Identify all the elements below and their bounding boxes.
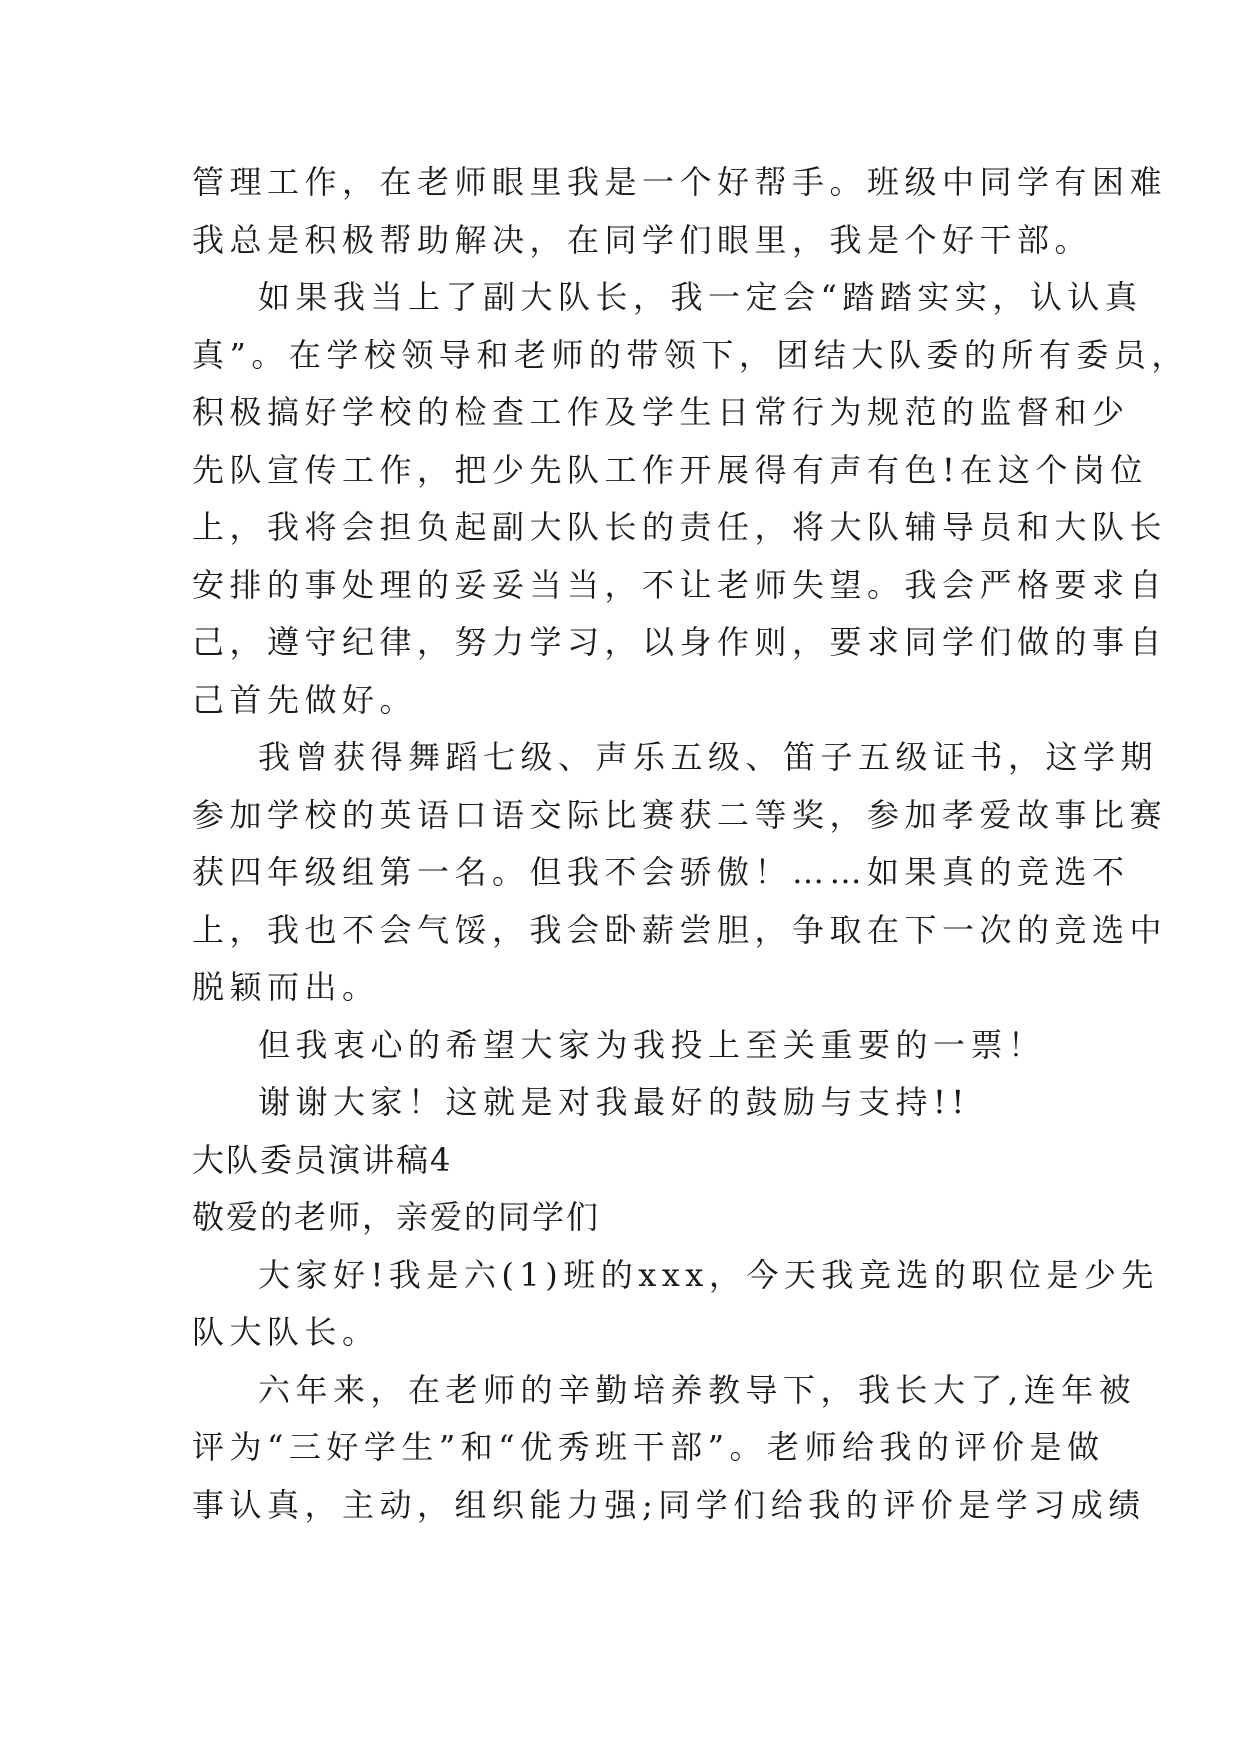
text-line: 获四年级组第一名。但我不会骄傲！……如果真的竞选不 bbox=[192, 853, 1130, 891]
paragraph-start: 大家好!我是六(1)班的xxx，今天我竞选的职位是少先 bbox=[258, 1255, 1159, 1294]
text-line: 参加学校的英语口语交际比赛获二等奖，参加孝爱故事比赛 bbox=[192, 795, 1168, 834]
text-line: 积极搞好学校的检查工作及学生日常行为规范的监督和少 bbox=[192, 393, 1130, 431]
paragraph-start: 谢谢大家！这就是对我最好的鼓励与支持!! bbox=[258, 1083, 970, 1121]
paragraph-start: 但我衷心的希望大家为我投上至关重要的一票！ bbox=[258, 1025, 1046, 1064]
text-line: 管理工作，在老师眼里我是一个好帮手。班级中同学有困难 bbox=[192, 163, 1168, 201]
text-line: 上，我将会担负起副大队长的责任，将大队辅导员和大队长 bbox=[192, 508, 1168, 546]
paragraph-start: 如果我当上了副大队长，我一定会“踏踏实实，认认真 bbox=[258, 278, 1143, 316]
text-line: 安排的事处理的妥妥当当，不让老师失望。我会严格要求自 bbox=[192, 565, 1168, 604]
text-line: 真”。在学校领导和老师的带领下，团结大队委的所有委员， bbox=[192, 335, 1189, 374]
paragraph-start: 我曾获得舞蹈七级、声乐五级、笛子五级证书，这学期 bbox=[258, 738, 1159, 776]
text-line: 队大队长。 bbox=[192, 1313, 380, 1351]
text-line: 己，遵守纪律，努力学习，以身作则，要求同学们做的事自 bbox=[192, 623, 1168, 661]
text-line: 我总是积极帮助解决，在同学们眼里，我是个好干部。 bbox=[192, 220, 1093, 259]
text-line: 评为“三好学生”和“优秀班干部”。老师给我的评价是做 bbox=[192, 1428, 1105, 1466]
text-line: 先队宣传工作，把少先队工作开展得有声有色!在这个岗位 bbox=[192, 450, 1148, 489]
text-line: 脱颖而出。 bbox=[192, 968, 380, 1006]
paragraph-start: 六年来，在老师的辛勤培养教导下，我长大了,连年被 bbox=[258, 1370, 1137, 1409]
document-page bbox=[192, 154, 1189, 1534]
section-title: 大队委员演讲稿4 bbox=[192, 1140, 453, 1179]
text-line: 己首先做好。 bbox=[192, 680, 418, 719]
text-line: 事认真，主动，组织能力强;同学们给我的评价是学习成绩 bbox=[192, 1485, 1146, 1524]
text-line: 上，我也不会气馁，我会卧薪尝胆，争取在下一次的竞选中 bbox=[192, 910, 1168, 949]
salutation: 敬爱的老师，亲爱的同学们 bbox=[192, 1198, 601, 1236]
